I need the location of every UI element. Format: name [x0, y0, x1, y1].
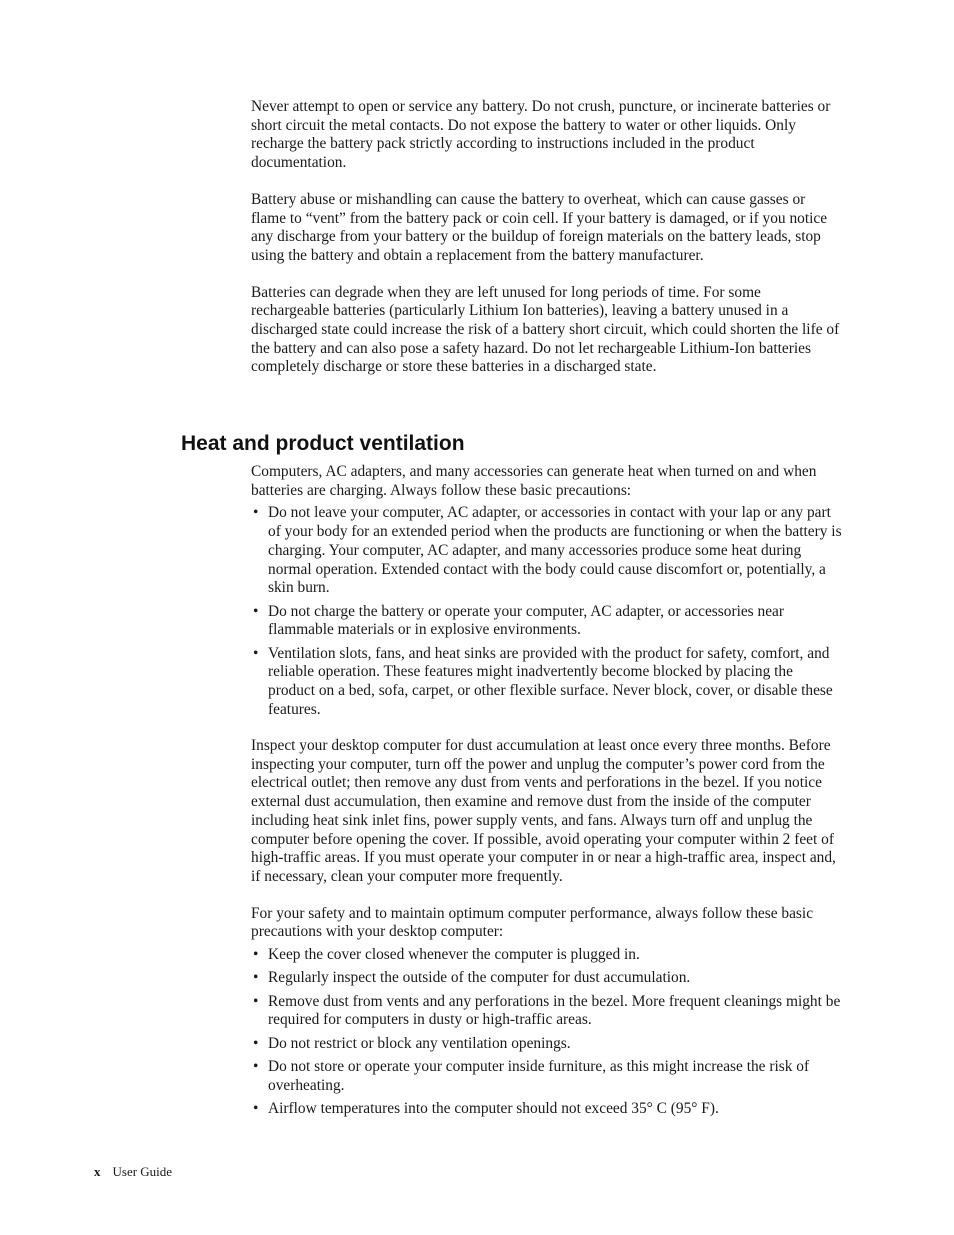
bullet-icon: • [253, 1034, 259, 1052]
list-item: • Do not restrict or block any ventilation openings. [253, 1034, 571, 1052]
desktop-precautions-list [251, 946, 843, 1119]
heat-precautions-list [251, 504, 843, 719]
page-footer [94, 1163, 172, 1181]
bullet-icon: • [253, 1099, 259, 1117]
paragraph-heat-lead: Computers, AC adapters, and many accessories can generate heat when turned on and when batteries are charging. Always follow these basic precautions: [251, 463, 817, 499]
paragraph-battery-service: Never attempt to open or service any battery. Do not crush, puncture, or incinerate batteries or short circuit the metal contacts. Do not expose the battery to water or other liquids. Only recharge the battery pack strictly according to instructions included in the product documentation. [251, 98, 831, 172]
heat-ventilation-intro [251, 463, 843, 737]
page-number: x [94, 1164, 101, 1179]
bullet-icon: • [253, 602, 259, 620]
list-item: • Ventilation slots, fans, and heat sinks are provided with the product for safety, comfort, and reliable operation. These features might inadvertently become blocked by placing the product on a bed, sofa, carpet, or other flexible surface. Never block, cover, or disable these features. [253, 644, 833, 718]
section-heading: Heat and product ventilation [181, 432, 465, 455]
bullet-icon: • [253, 969, 259, 987]
battery-safety-text [251, 98, 843, 395]
bullet-icon: • [253, 1057, 259, 1075]
dust-inspection-section [251, 737, 843, 1137]
list-item: • Do not leave your computer, AC adapter, or accessories in contact with your lap or any part of your body for an extended period when the products are functioning or when the battery is charging. Your computer, AC adapter, and many accessories produce some heat during normal operation. Extended contact with the body could cause discomfort or, potentially, a skin burn. [253, 504, 842, 597]
paragraph-inspect-dust: Inspect your desktop computer for dust accumulation at least once every three months. Before inspecting your computer, turn off the power and unplug the computer’s power cord from the electrical outlet; then remove any dust from vents and perforations in the bezel. If you notice external dust accumulation, then examine and remove dust from the inside of the computer including heat sink inlet fins, power supply vents, and fans. Always turn off and unplug the computer before opening the cover. If possible, avoid operating your computer within 2 feet of high-traffic areas. If you must operate your computer in or near a high-traffic area, inspect and, if necessary, clean your computer more frequently. [251, 737, 836, 885]
document-title: User Guide [112, 1164, 173, 1179]
list-item: • Do not store or operate your computer inside furniture, as this might increase the risk of overheating. [253, 1057, 810, 1094]
list-item: • Remove dust from vents and any perforations in the bezel. More frequent cleanings might be required for computers in dusty or high-traffic areas. [253, 992, 841, 1029]
paragraph-battery-degrade: Batteries can degrade when they are left unused for long periods of time. For some rechargeable batteries (particularly Lithium Ion batteries), leaving a battery unused in a discharged state could increase the risk of a battery short circuit, which could shorten the life of the battery and can also pose a safety hazard. Do not let rechargeable Lithium-Ion batteries completely discharge or store these batteries in a discharged state. [251, 283, 840, 376]
list-item: • Do not charge the battery or operate your computer, AC adapter, or accessories near flammable materials or in explosive environments. [253, 602, 784, 639]
bullet-icon: • [253, 644, 259, 662]
list-item: • Keep the cover closed whenever the computer is plugged in. [253, 946, 640, 964]
paragraph-safety-lead: For your safety and to maintain optimum computer performance, always follow these basic precautions with your desktop computer: [251, 904, 814, 941]
bullet-icon: • [253, 504, 259, 522]
bullet-icon: • [253, 946, 259, 964]
list-item: • Regularly inspect the outside of the computer for dust accumulation. [253, 969, 691, 987]
list-item: • Airflow temperatures into the computer should not exceed 35° C (95° F). [253, 1099, 719, 1117]
paragraph-battery-abuse: Battery abuse or mishandling can cause the battery to overheat, which can cause gasses or flame to “vent” from the battery pack or coin cell. If your battery is damaged, or if you notice any discharge from your battery or the buildup of foreign materials on the battery leads, stop using the battery and obtain a replacement from the battery manufacturer. [251, 190, 828, 264]
bullet-icon: • [253, 992, 259, 1010]
